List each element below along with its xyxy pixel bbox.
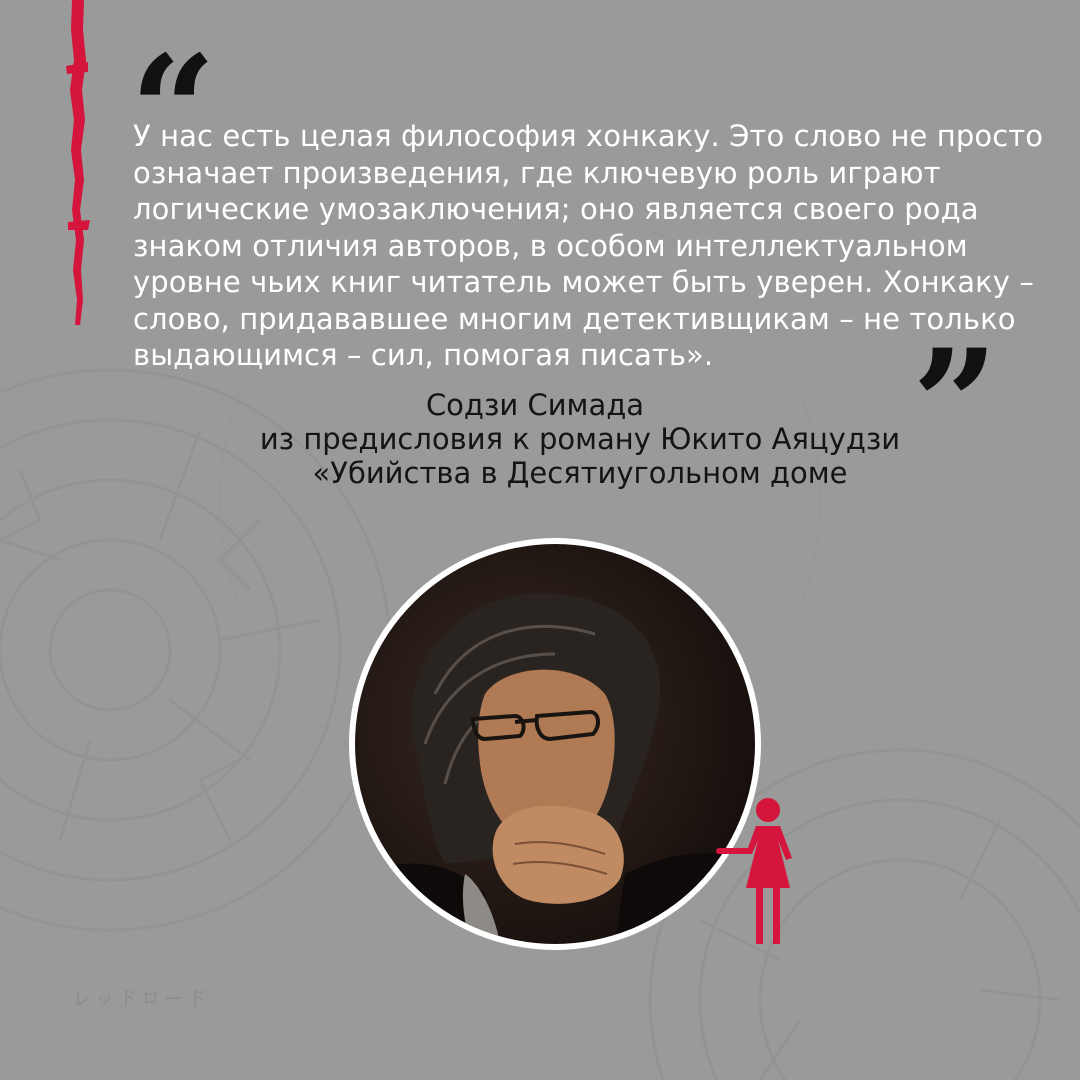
quote-line: выдающимся – сил, помогая писать». bbox=[133, 338, 714, 372]
source-line: из предисловия к роману Юкито Аяцудзи bbox=[259, 422, 901, 456]
attribution bbox=[190, 388, 970, 490]
quote-line: означает произведения, где ключевую роль играют bbox=[133, 155, 941, 190]
quote-text bbox=[133, 118, 1044, 374]
red-stripe-decoration bbox=[62, 0, 98, 330]
author-portrait bbox=[349, 538, 761, 950]
source-title: «Убийства в Десятиугольном доме bbox=[312, 456, 848, 490]
watermark: レッドロード bbox=[72, 986, 210, 1010]
quote-line: У нас есть целая философия хонкаку. Это слово не просто bbox=[133, 119, 1044, 153]
quote-line: слово, придававшее многим детективщикам – не только bbox=[133, 301, 1016, 336]
close-quote-mark: ” bbox=[912, 317, 999, 493]
quote-line: знаком отличия авторов, в особом интеллектуальном bbox=[133, 228, 968, 263]
quote-line: уровне чьих книг читатель может быть уверен. Хонкаку – bbox=[133, 265, 1034, 299]
open-quote-mark: “ bbox=[130, 23, 217, 199]
woman-figure-icon bbox=[716, 796, 816, 946]
author-name: Содзи Симада bbox=[425, 388, 645, 422]
quote-line: логические умозаключения; оно является своего рода bbox=[133, 192, 979, 226]
